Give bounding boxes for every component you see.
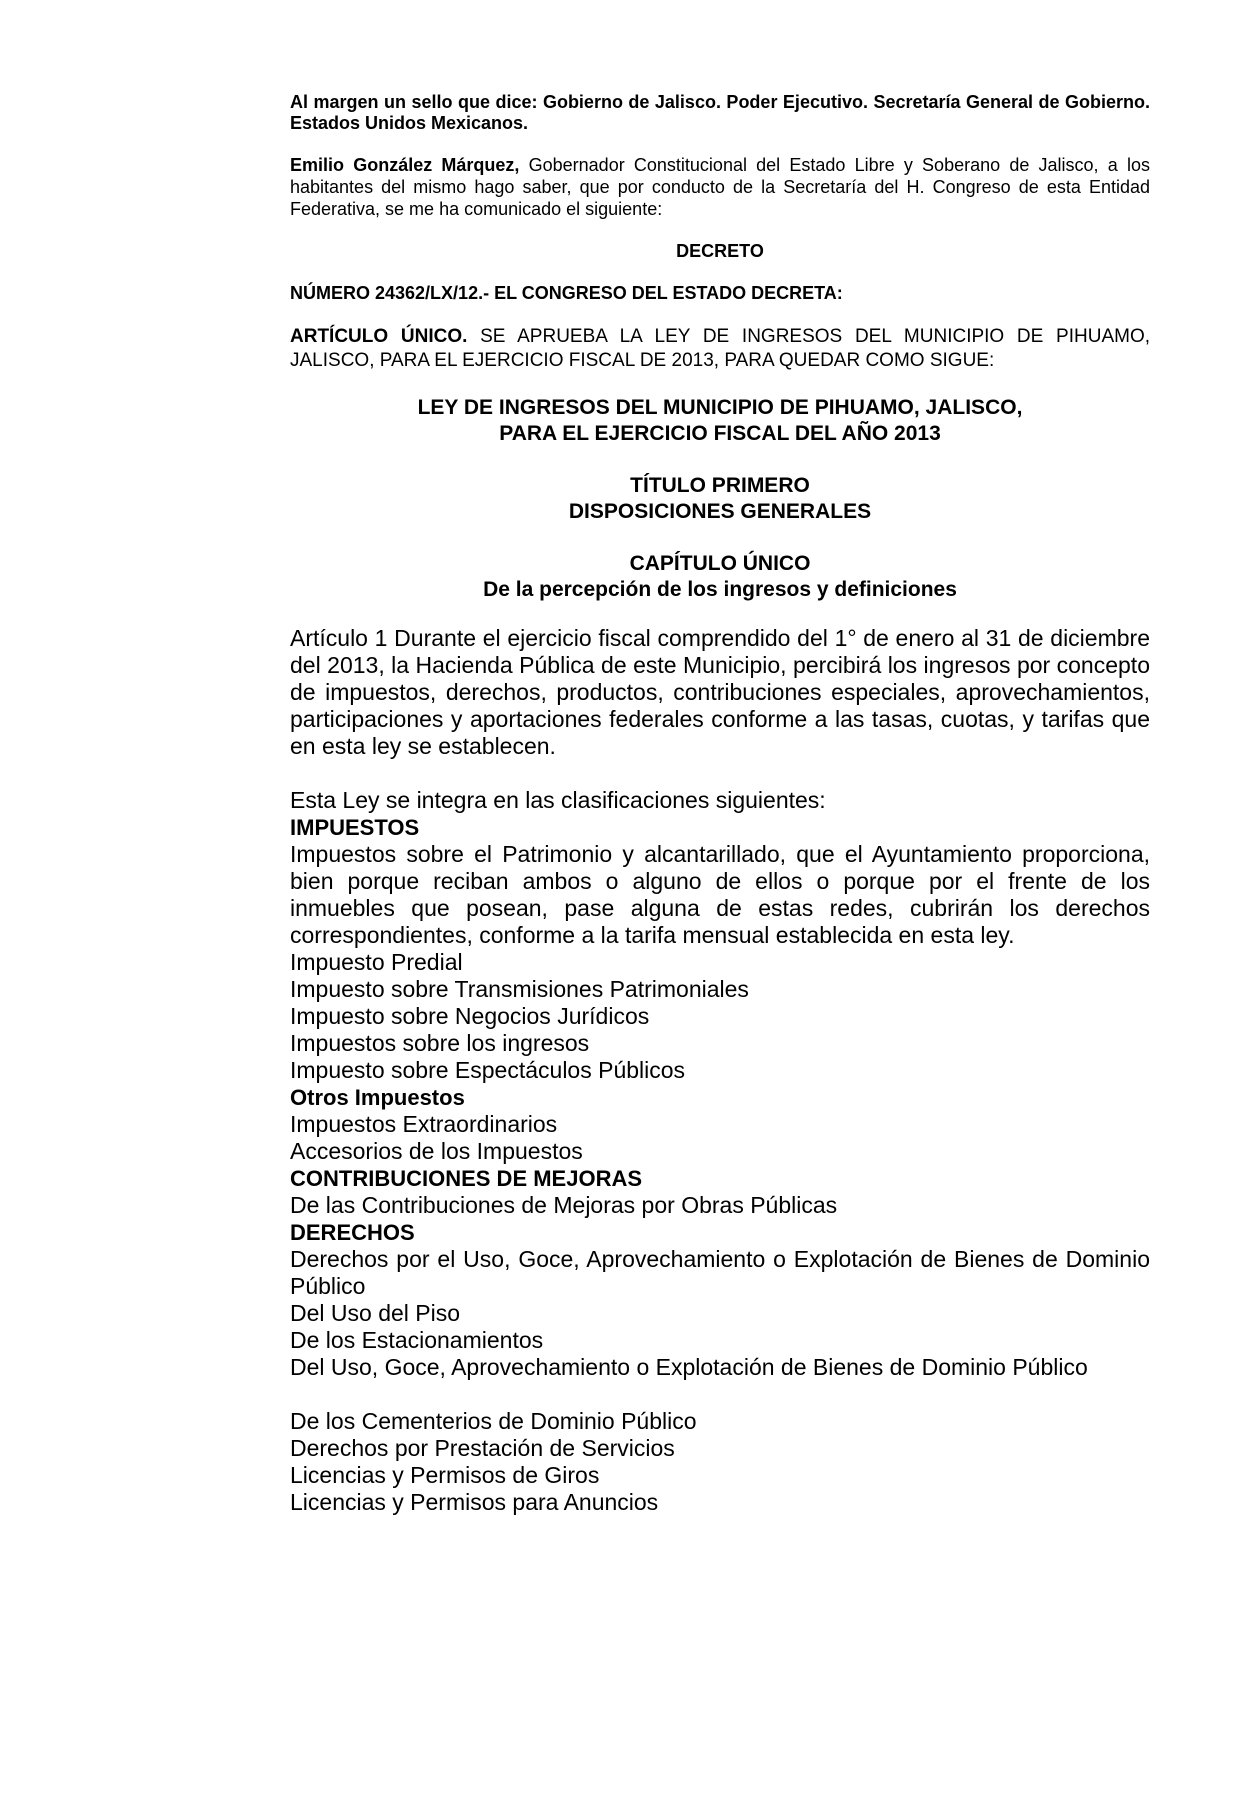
list-item: Licencias y Permisos para Anuncios [290,1489,659,1515]
articulo-unico-label: ARTÍCULO ÚNICO. [290,326,468,347]
governor-name: Emilio González Márquez, [290,155,520,175]
derechos-heading: DERECHOS [290,1220,415,1245]
law-title-line2: PARA EL EJERCICIO FISCAL DEL AÑO 2013 [499,422,941,445]
list-item: Impuesto sobre Negocios Jurídicos [290,1003,650,1029]
list-item: Impuesto sobre Transmisiones Patrimoniales [290,976,749,1002]
derechos-list-continued [290,1408,1150,1516]
capitulo-heading [290,551,1150,603]
list-item: Impuesto sobre Espectáculos Públicos [290,1057,686,1083]
decreto-label: DECRETO [676,241,764,261]
list-item: De los Cementerios de Dominio Público [290,1408,697,1434]
articulo-unico-text: SE APRUEBA LA LEY DE INGRESOS DEL MUNICIPIO DE PIHUAMO, JALISCO, PARA EL EJERCICIO FISCAL DE 2013, PARA QUEDAR COMO SIGUE: [290,326,1150,371]
list-item: De las Contribuciones de Mejoras por Obras Públicas [290,1192,838,1218]
contribuciones-heading: CONTRIBUCIONES DE MEJORAS [290,1166,643,1191]
articulo-unico [290,325,1150,373]
otros-impuestos-list [290,1111,1150,1165]
document-page [290,92,1150,1516]
list-item: Del Uso del Piso [290,1300,461,1326]
list-item: Licencias y Permisos de Giros [290,1462,600,1488]
decreto-numero: NÚMERO 24362/LX/12.- EL CONGRESO DEL ESTADO DECRETA: [290,283,843,303]
titulo-heading [290,473,1150,525]
articulo-1: Artículo 1 Durante el ejercicio fiscal comprendido del 1° de enero al 31 de diciembre del 2013, la Hacienda Pública de este Municipio, percibirá los ingresos por concepto de impuestos, derechos, productos, contribuciones especiales, aprovechamientos, participaciones y aportaciones federales conforme a las tasas, cuotas, y tarifas que en esta ley se establecen. [290,625,1150,759]
clasificaciones-intro: Esta Ley se integra en las clasificaciones siguientes: [290,787,826,813]
titulo-line1: TÍTULO PRIMERO [630,474,810,497]
impuestos-list [290,949,1150,1084]
contribuciones-list [290,1192,1150,1219]
law-title [290,395,1150,447]
margin-note: Al margen un sello que dice: Gobierno de Jalisco. Poder Ejecutivo. Secretaría General de Gobierno. Estados Unidos Mexicanos. [290,92,1150,133]
list-item: Derechos por el Uso, Goce, Aprovechamiento o Explotación de Bienes de Dominio Público [290,1246,1150,1299]
titulo-line2: DISPOSICIONES GENERALES [568,500,872,523]
intro-text: Gobernador Constitucional del Estado Libre y Soberano de Jalisco, a los habitantes del mismo hago saber, que por conducto de la Secretaría del H. Congreso de esta Entidad Federativa, se me ha comunicado el siguiente: [290,155,1150,219]
capitulo-line1: CAPÍTULO ÚNICO [629,552,811,575]
list-item: Impuestos sobre los ingresos [290,1030,590,1056]
list-item: Derechos por Prestación de Servicios [290,1435,675,1461]
list-item: Impuestos Extraordinarios [290,1111,558,1137]
impuestos-heading: IMPUESTOS [290,815,420,840]
list-item: Impuesto Predial [290,949,463,975]
list-item: Accesorios de los Impuestos [290,1138,583,1164]
derechos-list [290,1246,1150,1381]
law-title-line1: LEY DE INGRESOS DEL MUNICIPIO DE PIHUAMO, JALISCO, [417,396,1023,419]
impuestos-description: Impuestos sobre el Patrimonio y alcantarillado, que el Ayuntamiento proporciona, bien porque reciban ambos o alguno de ellos o porque por el frente de los inmuebles que posean, pase alguna de estas redes, cubrirán los derechos correspondientes, conforme a la tarifa mensual establecida en esta ley. [290,841,1150,948]
list-item: Del Uso, Goce, Aprovechamiento o Explotación de Bienes de Dominio Público [290,1354,1088,1380]
list-item: De los Estacionamientos [290,1327,544,1353]
otros-impuestos-heading: Otros Impuestos [290,1085,465,1110]
capitulo-line2: De la percepción de los ingresos y definiciones [483,578,957,601]
intro-paragraph [290,154,1150,220]
